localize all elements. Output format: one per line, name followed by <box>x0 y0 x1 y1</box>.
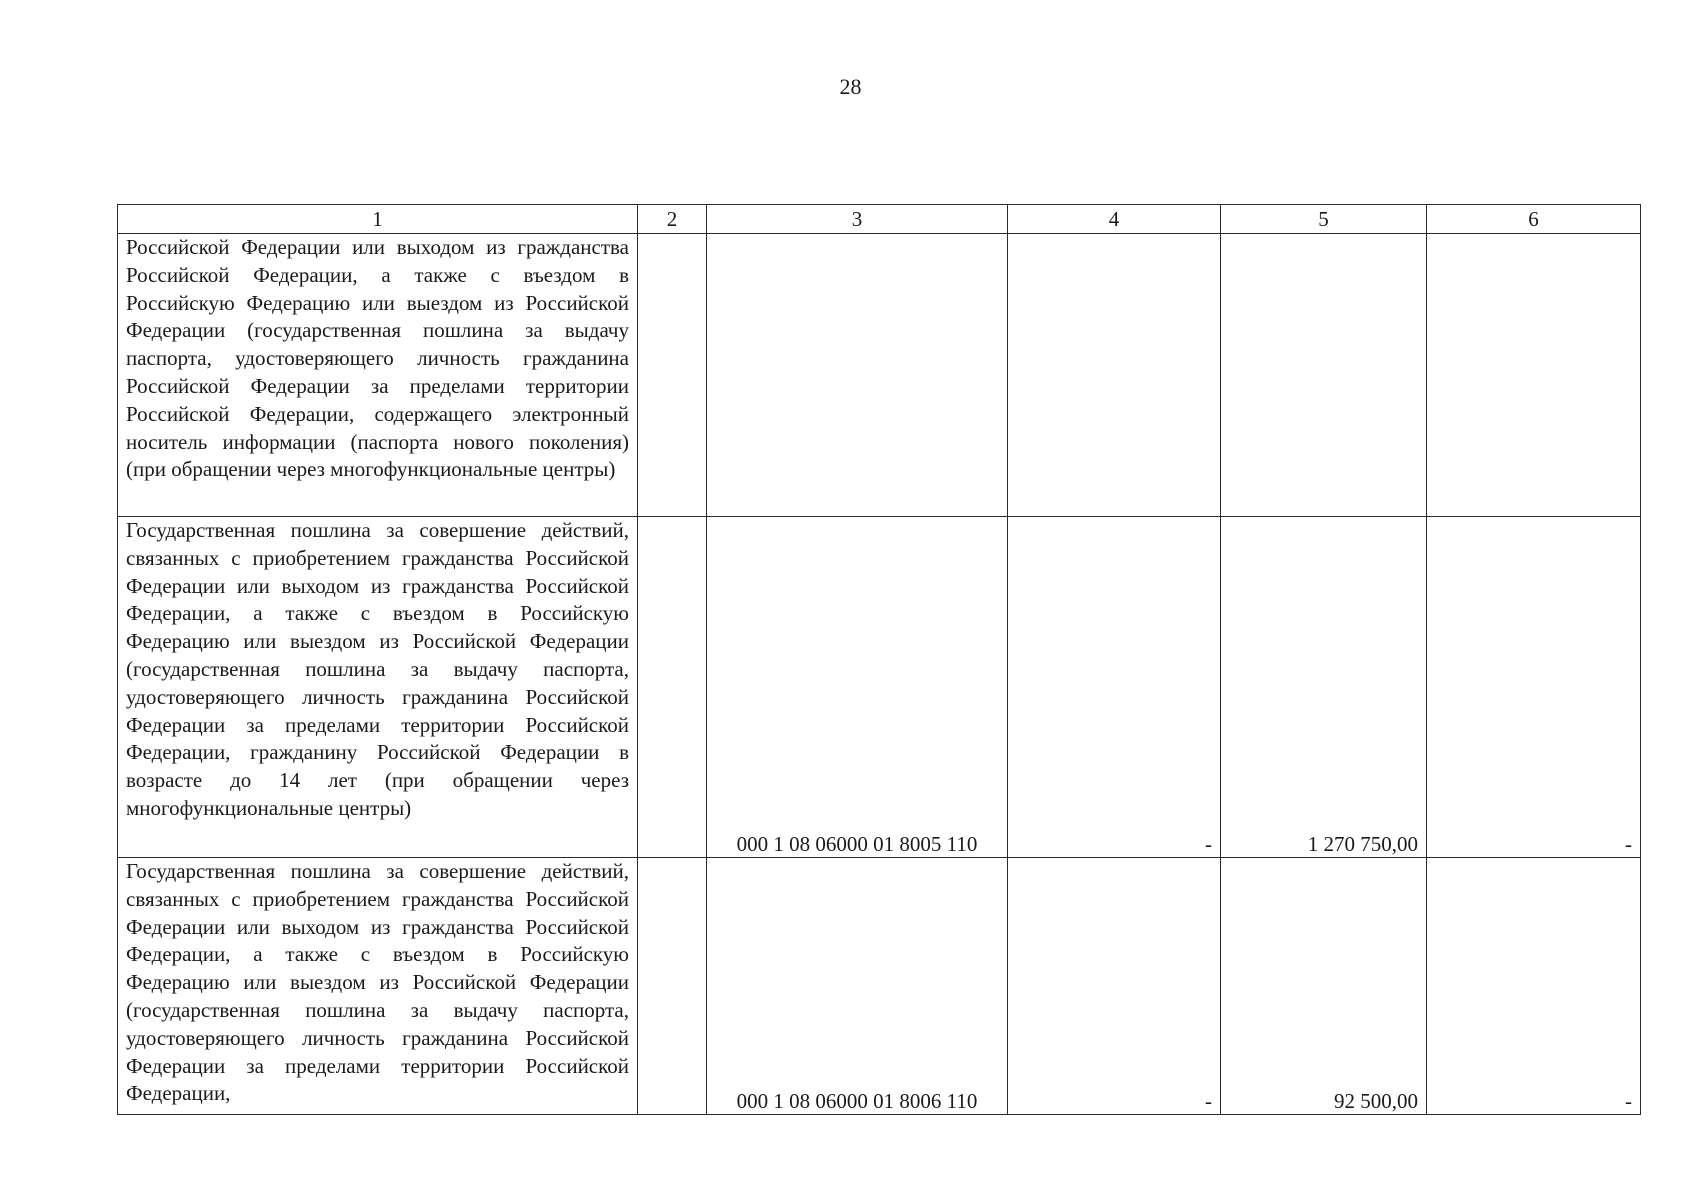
row-amount: 1 270 750,00 <box>1221 517 1427 858</box>
header-col-5: 5 <box>1221 205 1427 234</box>
row-col-6 <box>1427 234 1641 517</box>
row-col-2 <box>638 234 707 517</box>
row-budget-code: 000 1 08 06000 01 8006 110 <box>707 858 1008 1115</box>
row-description: Российской Федерации или выходом из гражданства Российской Федерации, а также с въездом в Российскую Федерацию или выездом из Российской Федерации (государственная пошлина за выдачу паспорта, удостоверяющего личность гражданина Российской Федерации за пределами территории Российской Федерации, содержащего электронный носитель информации (паспорта нового поколения) (при обращении через многофункциональные центры) <box>118 234 638 517</box>
row-budget-code <box>707 234 1008 517</box>
page-number: 28 <box>839 74 862 99</box>
table-row <box>118 234 1641 517</box>
row-description: Государственная пошлина за совершение действий, связанных с приобретением гражданства Российской Федерации или выходом из гражданства Российской Федерации, а также с въездом в Российскую Федерацию или выездом из Российской Федерации (государственная пошлина за выдачу паспорта, удостоверяющего личность гражданина Российской Федерации за пределами территории Российской Федерации, <box>118 858 638 1115</box>
revenue-table <box>117 204 1641 1115</box>
row-amount: 92 500,00 <box>1221 858 1427 1115</box>
row-amount <box>1221 234 1427 517</box>
header-col-6: 6 <box>1427 205 1641 234</box>
row-col-6: - <box>1427 858 1641 1115</box>
row-col-6: - <box>1427 517 1641 858</box>
header-col-1: 1 <box>118 205 638 234</box>
row-budget-code: 000 1 08 06000 01 8005 110 <box>707 517 1008 858</box>
header-row <box>118 205 1641 234</box>
table-row <box>118 517 1641 858</box>
table-row <box>118 858 1641 1115</box>
header-col-2: 2 <box>638 205 707 234</box>
row-col-4: - <box>1008 858 1221 1115</box>
row-col-2 <box>638 858 707 1115</box>
header-col-4: 4 <box>1008 205 1221 234</box>
row-col-4 <box>1008 234 1221 517</box>
header-col-3: 3 <box>707 205 1008 234</box>
row-col-2 <box>638 517 707 858</box>
row-description: Государственная пошлина за совершение действий, связанных с приобретением гражданства Российской Федерации или выходом из гражданства Российской Федерации, а также с въездом в Российскую Федерацию или выездом из Российской Федерации (государственная пошлина за выдачу паспорта, удостоверяющего личность гражданина Российской Федерации за пределами территории Российской Федерации, гражданину Российской Федерации в возрасте до 14 лет (при обращении через многофункциональные центры) <box>118 517 638 858</box>
row-col-4: - <box>1008 517 1221 858</box>
